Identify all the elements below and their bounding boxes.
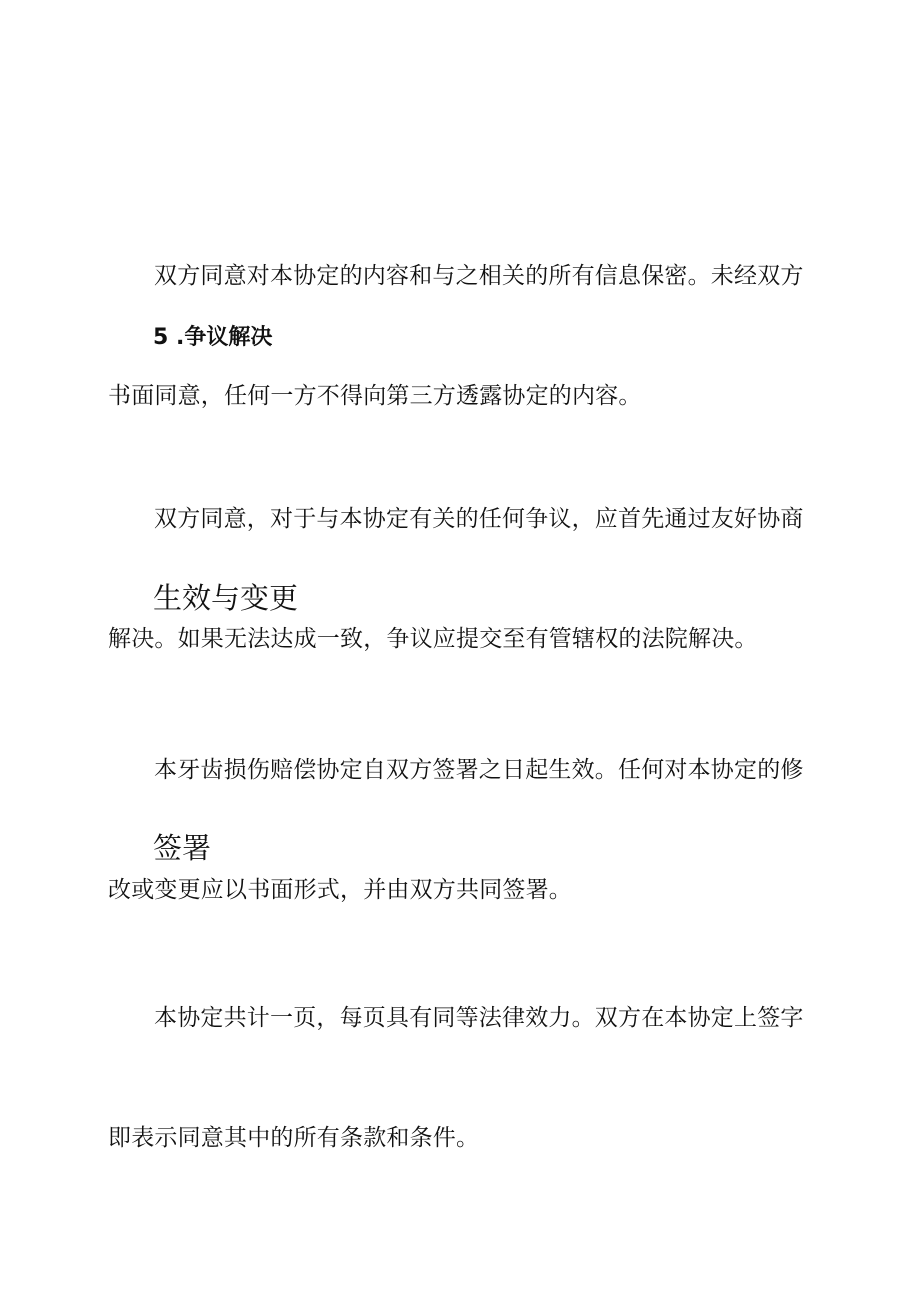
heading-signing: 签署 [153,831,212,865]
paragraph-line: 改或变更应以书面形式，并由双方共同签署。 [108,877,572,903]
heading-effect-and-change: 生效与变更 [153,581,299,615]
paragraph-line: 即表示同意其中的所有条款和条件。 [108,1125,480,1151]
paragraph-line: 双方同意对本协定的内容和与之相关的所有信息保密。未经双方 [154,263,804,289]
paragraph-signing [108,918,808,1238]
paragraph-line: 书面同意，任何一方不得向第三方透露协定的内容。 [108,383,642,409]
paragraph-line: 本协定共计一页，每页具有同等法律效力。双方在本协定上签字 [154,1005,804,1031]
paragraph-line: 双方同意，对于与本协定有关的任何争议，应首先通过友好协商 [154,506,804,532]
paragraph-line: 解决。如果无法达成一致，争议应提交至有管辖权的法院解决。 [108,626,758,652]
section-5-title: 5 .争议解决 [153,325,273,350]
paragraph-line: 本牙齿损伤赔偿协定自双方签署之日起生效。任何对本协定的修 [154,757,804,783]
